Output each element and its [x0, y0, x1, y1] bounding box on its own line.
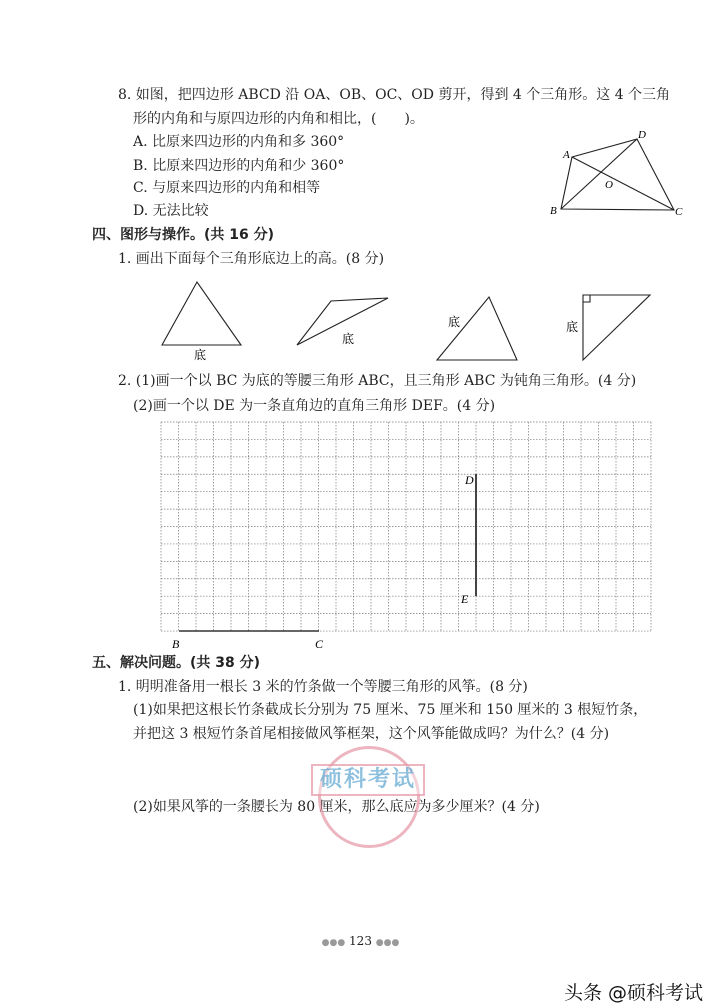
base-label-2: 底 [342, 332, 355, 346]
label-o: O [605, 179, 613, 191]
dotted-grid [161, 422, 651, 631]
q8-stem-line1: 8. 如图，把四边形 ABCD 沿 OA、OB、OC、OD 剪开，得到 4 个三角形。这 4 个三角 [118, 87, 671, 103]
q8-option-d: D. 无法比较 [133, 203, 209, 219]
triangle-1 [162, 282, 241, 345]
label-a: A [563, 149, 570, 161]
triangle-4 [583, 295, 650, 360]
grid-label-d: D [465, 473, 474, 487]
quadrilateral-figure [561, 139, 674, 210]
watermark: 头条 @硕科考试 [563, 982, 703, 1004]
section4-q2b: (2)画一个以 DE 为一条直角边的直角三角形 DEF。(4 分) [133, 398, 496, 414]
grid-label-e: E [461, 592, 469, 606]
footer-dots-right: ●●● [375, 938, 400, 948]
q8-stem-line2: 形的内角和与原四边形的内角和相比，( )。 [133, 111, 424, 127]
page-number: 123 [349, 934, 372, 948]
q8-option-c: C. 与原来四边形的内角和相等 [133, 180, 321, 196]
section5-q1b: (2)如果风筝的一条腰长为 80 厘米，那么底应为多少厘米？(4 分) [133, 799, 540, 815]
stamp-text: 硕科考试 [311, 764, 425, 796]
section5-q1: 1. 明明准备用一根长 3 米的竹条做一个等腰三角形的风筝。(8 分) [118, 679, 528, 695]
section5-q1a-line2: 并把这 3 根短竹条首尾相接做风筝框架，这个风筝能做成吗？为什么？(4 分) [133, 726, 610, 742]
q8-option-a: A. 比原来四边形的内角和多 360° [133, 134, 345, 150]
label-d: D [638, 129, 646, 141]
right-angle-mark [583, 295, 590, 302]
section4-title: 四、图形与操作。(共 16 分) [92, 227, 275, 243]
base-label-4: 底 [566, 320, 579, 334]
section4-q1: 1. 画出下面每个三角形底边上的高。(8 分) [118, 251, 385, 267]
footer-dots-left: ●●● [321, 938, 346, 948]
grid-label-b: B [172, 637, 180, 651]
label-c: C [675, 206, 683, 218]
q8-option-b: B. 比原来四边形的内角和少 360° [133, 158, 345, 174]
base-label-1: 底 [194, 348, 207, 362]
section4-q2a: 2. (1)画一个以 BC 为底的等腰三角形 ABC，且三角形 ABC 为钝角三角形。(4 分) [118, 373, 637, 389]
page-footer [0, 934, 721, 948]
grid-label-c: C [315, 637, 324, 651]
section5-title: 五、解决问题。(共 38 分) [92, 655, 261, 671]
section5-q1a-line1: (1)如果把这根长竹条截成长分别为 75 厘米、75 厘米和 150 厘米的 3 根短竹条， [133, 702, 648, 718]
base-label-3: 底 [448, 315, 461, 329]
label-b: B [550, 205, 557, 217]
checked-stamp [318, 746, 420, 848]
